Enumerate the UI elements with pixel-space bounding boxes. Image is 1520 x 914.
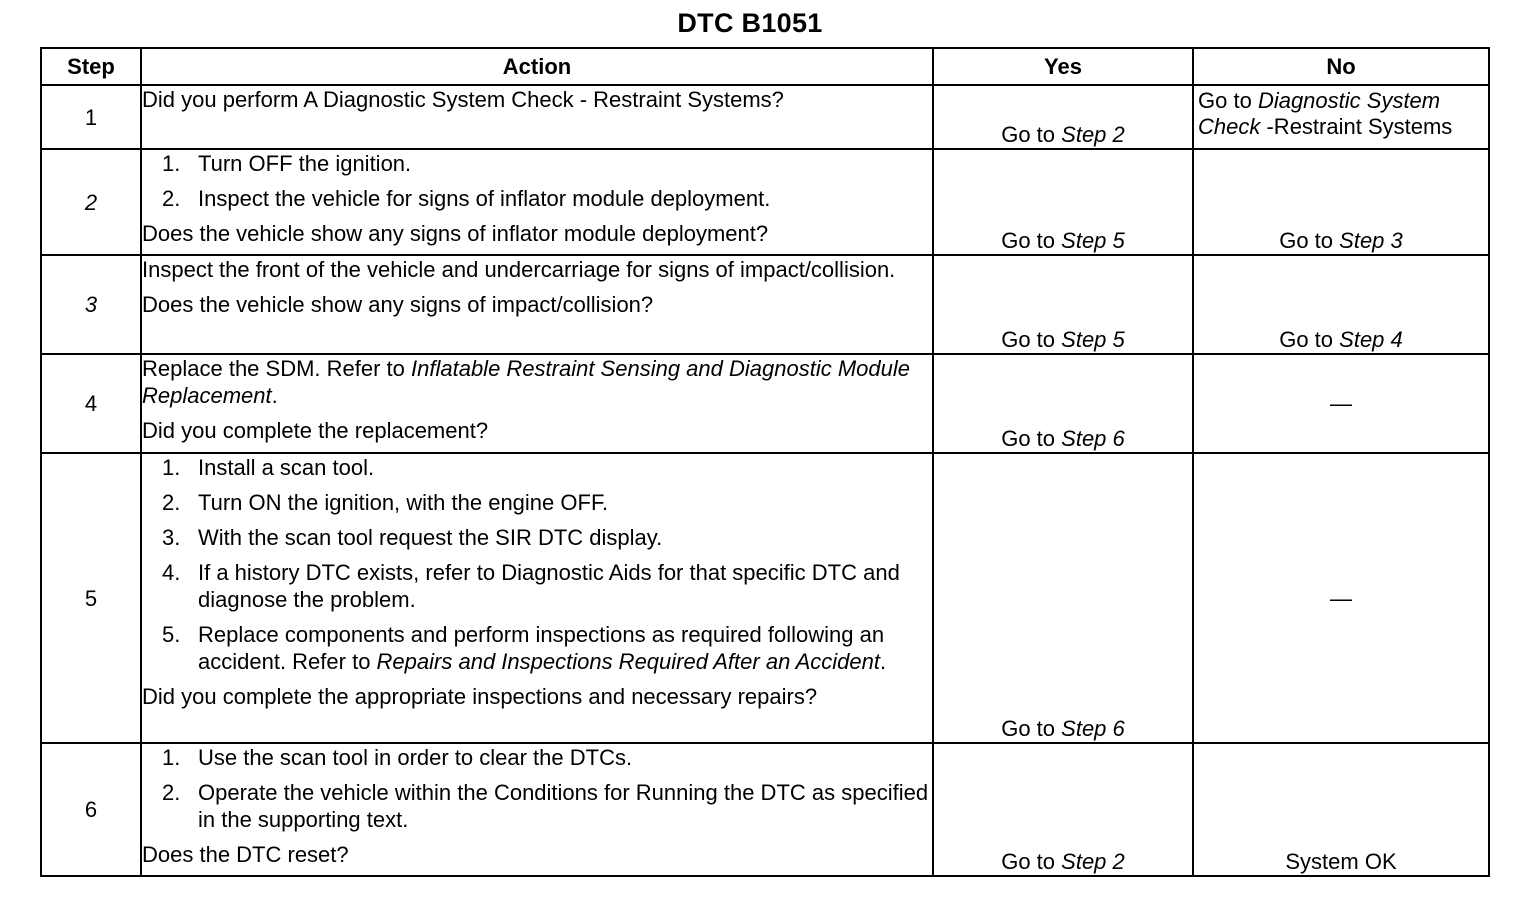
action-cell [141,255,933,354]
list-item: 4. If a history DTC exists, refer to Diagnostic Aids for that specific DTC and diagnose the problem. [162,560,900,612]
go-to-label: Go to [1001,426,1056,451]
header-step: Step [41,48,141,85]
header-no: No [1193,48,1489,85]
step-number: 4 [41,354,141,453]
yes-step-link[interactable]: Step 6 [1061,426,1125,451]
action-cell [141,85,933,149]
action-question: Does the DTC reset? [142,842,349,867]
list-item: 1. Turn OFF the ignition. [162,151,412,176]
yes-step-link[interactable]: Step 5 [1061,228,1125,253]
action-cell [141,453,933,743]
list-item: 1. Use the scan tool in order to clear the DTCs. [162,745,633,770]
action-list [142,744,932,833]
go-to-label: Go to [1001,327,1056,352]
page-title: DTC B1051 [677,8,823,38]
go-to-label: Go to [1001,228,1056,253]
action-intro: Replace the SDM. Refer to Inflatable Restraint Sensing and Diagnostic Module Replacement. [142,356,910,408]
go-to-label: Go to [1001,849,1056,874]
list-item: 3. With the scan tool request the SIR DTC display. [162,525,663,550]
yes-cell [933,743,1193,876]
yes-cell [933,149,1193,255]
yes-cell [933,354,1193,453]
repairs-inspections-link[interactable]: Repairs and Inspections Required After an Accident [376,649,880,674]
list-item: 5. Replace components and perform inspections as required following an accident. Refer to Repairs and Inspections Required After an Accident. [162,622,887,674]
action-question: Does the vehicle show any signs of impact/collision? [142,292,654,317]
yes-step-link[interactable]: Step 2 [1061,849,1125,874]
table-header-row [41,48,1489,85]
action-question: Did you perform A Diagnostic System Check - Restraint Systems? [142,87,784,112]
action-question: Did you complete the replacement? [142,418,489,443]
no-rest-text: -Restraint Systems [1266,114,1453,139]
yes-cell [933,255,1193,354]
yes-cell [933,453,1193,743]
yes-cell [933,85,1193,149]
action-cell [141,354,933,453]
list-item: 2. Inspect the vehicle for signs of inflator module deployment. [162,186,771,211]
yes-step-link[interactable]: Step 6 [1061,716,1125,741]
action-list [142,454,932,675]
list-item: 2. Turn ON the ignition, with the engine OFF. [162,490,609,515]
table-row [41,149,1489,255]
no-cell [1193,149,1489,255]
no-step-link[interactable]: Step 3 [1339,228,1403,253]
action-question: Does the vehicle show any signs of inflator module deployment? [142,221,769,246]
step-number: 3 [41,255,141,354]
step-number: 2 [41,149,141,255]
go-to-label: Go to [1001,122,1056,147]
dtc-table [40,47,1490,877]
go-to-label: Go to [1279,327,1334,352]
sdm-replacement-link[interactable]: Inflatable Restraint Sensing and Diagnostic Module Replacement [142,356,910,408]
action-question: Did you complete the appropriate inspections and necessary repairs? [142,684,818,709]
no-cell [1193,354,1489,453]
go-to-label: Go to [1198,88,1252,113]
no-cell [1193,85,1489,149]
list-item: 1. Install a scan tool. [162,455,375,480]
go-to-label: Go to [1279,228,1334,253]
table-row [41,354,1489,453]
header-yes: Yes [933,48,1193,85]
diagnostic-system-check-link[interactable]: Diagnostic System Check [1198,88,1441,139]
step-number: 5 [41,453,141,743]
table-row [41,453,1489,743]
go-to-label: Go to [1001,716,1056,741]
step-number: 6 [41,743,141,876]
action-list [142,150,932,212]
action-cell [141,743,933,876]
no-dash: — [1330,585,1352,611]
no-cell [1193,255,1489,354]
action-cell [141,149,933,255]
yes-step-link[interactable]: Step 5 [1061,327,1125,352]
action-intro: Inspect the front of the vehicle and undercarriage for signs of impact/collision. [142,257,896,282]
no-cell [1193,743,1489,876]
no-dash: — [1330,391,1352,416]
table-row [41,255,1489,354]
no-step-link[interactable]: Step 4 [1339,327,1403,352]
no-cell [1193,453,1489,743]
system-ok-text: System OK [1285,849,1397,874]
header-action: Action [141,48,933,85]
table-row [41,743,1489,876]
list-item: 2. Operate the vehicle within the Conditions for Running the DTC as specified in the supporting text. [162,780,929,832]
yes-step-link[interactable]: Step 2 [1061,122,1125,147]
step-number: 1 [41,85,141,149]
table-row [41,85,1489,149]
